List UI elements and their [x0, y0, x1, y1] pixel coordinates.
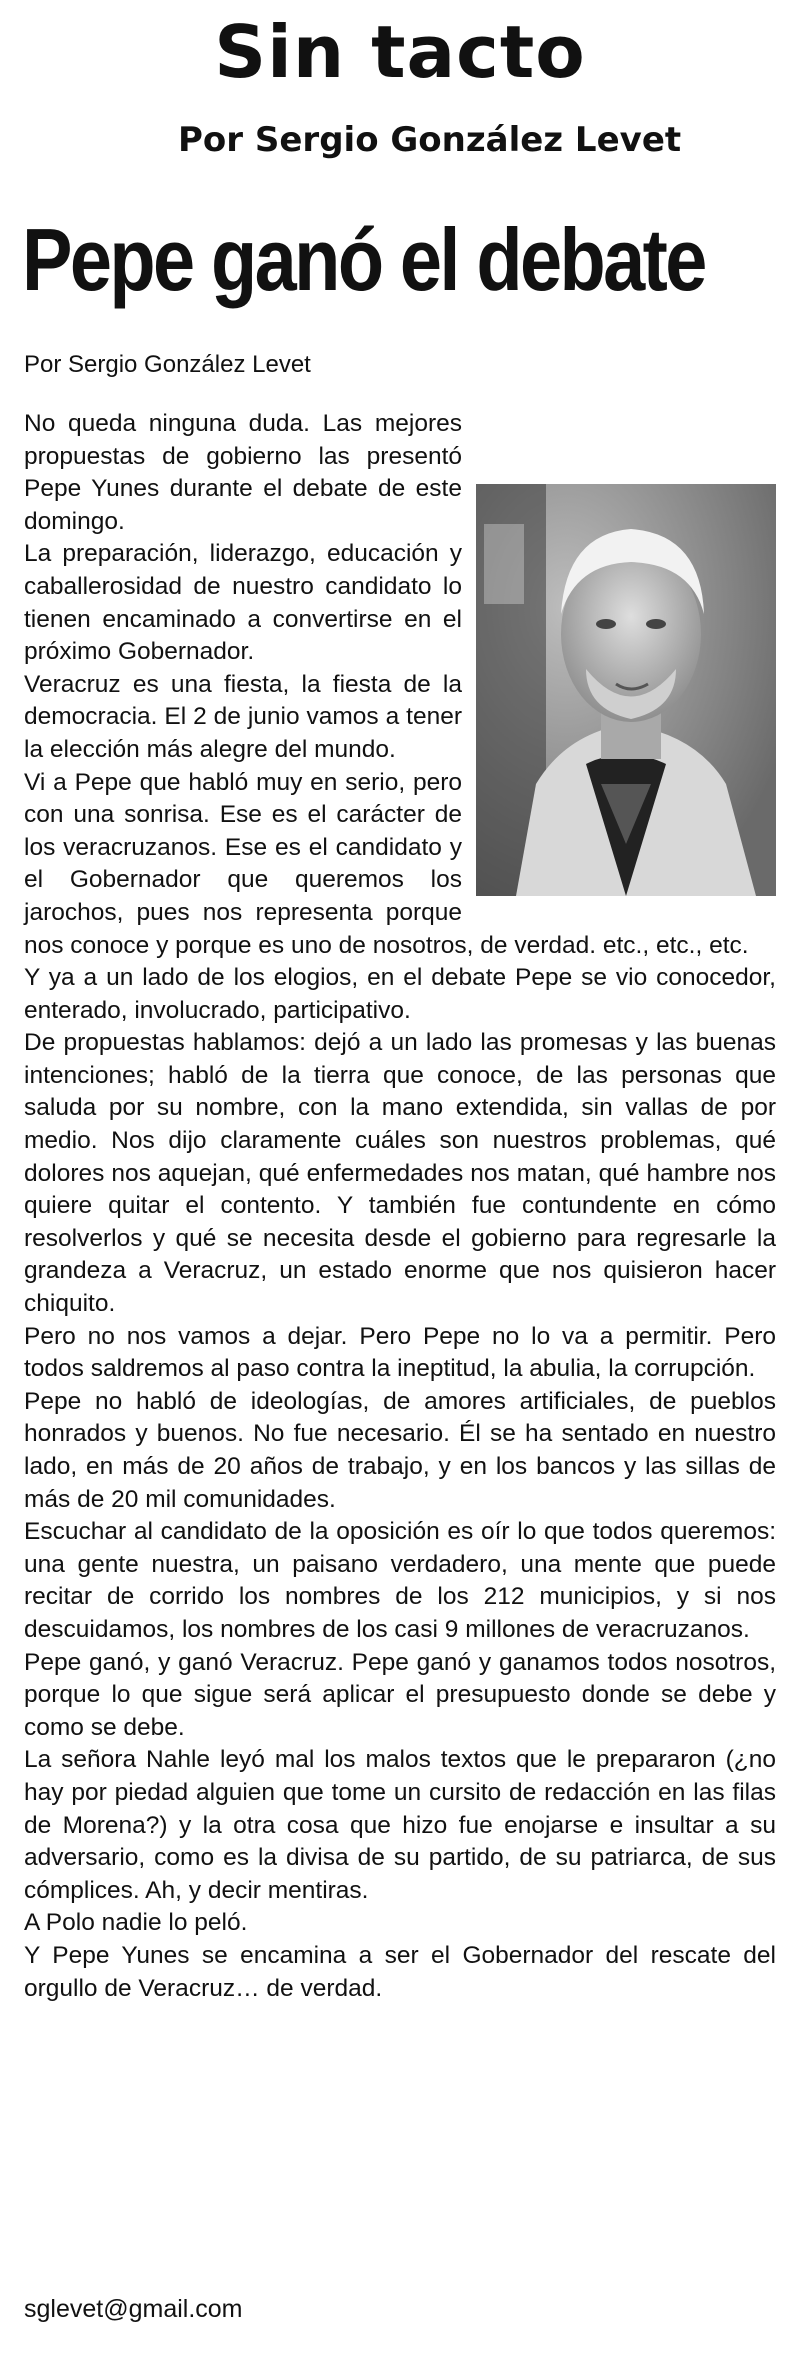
- paragraph-7: Pero no nos vamos a dejar. Pero Pepe no lo va a permitir. Pero todos saldremos al paso contra la ineptitud, la abulia, la corrupción.: [24, 1322, 776, 1383]
- author-photo: [476, 484, 776, 896]
- paragraph-12: A Polo nadie lo peló.: [24, 1909, 248, 1937]
- paragraph-4: Vi a Pepe que habló muy en serio, pero con una sonrisa. Ese es el carácter de los veracruzanos. Ese es el candidato y el Gobernador que queremos los jarochos, pues nos representa porque nos conoce y porque es uno de nosotros, de verdad. etc., etc., etc.: [24, 768, 749, 959]
- paragraph-6: De propuestas hablamos: dejó a un lado las promesas y las buenas intenciones; habló de la tierra que conoce, de las personas que saluda por su nombre, con la mano extendida, sin vallas de por medio. Nos dijo claramente cuáles son nuestros problemas, qué dolores nos aquejan, qué enfermedades nos matan, qué hambre nos quiere quitar el contento. Y también fue contundente en cómo resolverlos y qué se necesita desde el gobierno para regresarle la grandeza a Veracruz, un estado enorme que nos quisieron hacer chiquito.: [24, 1029, 776, 1318]
- article-author: Por Sergio González Levet: [24, 351, 311, 378]
- paragraph-13: Y Pepe Yunes se encamina a ser el Gobernador del rescate del orgullo de Veracruz… de verdad.: [24, 1941, 776, 2002]
- article-headline: Pepe ganó el debate: [22, 210, 705, 309]
- article-body: [24, 408, 776, 2005]
- paragraph-5: Y ya a un lado de los elogios, en el debate Pepe se vio conocedor, enterado, involucrado, participativo.: [24, 964, 776, 1024]
- author-email[interactable]: sglevet@gmail.com: [24, 2295, 243, 2323]
- paragraph-9: Escuchar al candidato de la oposición es oír lo que todos queremos: una gente nuestra, un paisano verdadero, una mente que puede recitar de corrido los nombres de los 212 municipios, y si nos descuidamos, los nombres de los casi 9 millones de veracruzanos.: [24, 1518, 776, 1643]
- author-portrait-image: [476, 484, 776, 896]
- paragraph-10: Pepe ganó, y ganó Veracruz. Pepe ganó y ganamos todos nosotros, porque lo que sigue será aplicar el presupuesto donde se debe y como se debe.: [24, 1648, 776, 1741]
- paragraph-2: La preparación, liderazgo, educación y caballerosidad de nuestro candidato lo tienen encaminado a convertirse en el próximo Gobernador.: [24, 540, 462, 666]
- paragraph-3: Veracruz es una fiesta, la fiesta de la democracia. El 2 de junio vamos a tener la elección más alegre del mundo.: [24, 670, 462, 763]
- paragraph-8: Pepe no habló de ideologías, de amores artificiales, de pueblos honrados y buenos. No fue necesario. Él se ha sentado en nuestro lado, en más de 20 años de trabajo, y en los bancos y las sillas de más de 20 mil comunidades.: [24, 1387, 776, 1513]
- column-title: Sin tacto: [214, 10, 586, 94]
- paragraph-11: La señora Nahle leyó mal los malos textos que le prepararon (¿no hay por piedad alguien que tome un cursito de redacción en las filas de Morena?) y la otra cosa que hizo fue enojarse e insultar a su adversario, como es la divisa de su partido, de su patriarca, de sus cómplices. Ah, y decir mentiras.: [24, 1746, 776, 1904]
- column-byline: Por Sergio González Levet: [178, 120, 682, 160]
- paragraph-1: No queda ninguna duda. Las mejores propuestas de gobierno las presentó Pepe Yunes durante el debate de este domingo.: [24, 410, 462, 535]
